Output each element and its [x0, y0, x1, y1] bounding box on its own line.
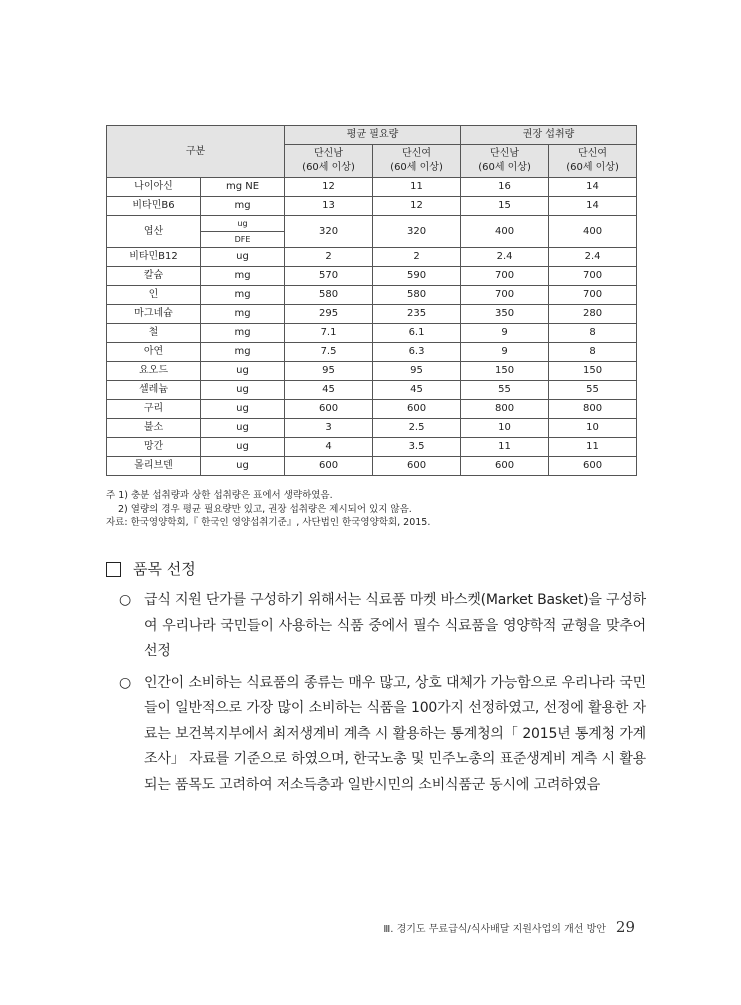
nutrient-name: 나이아신: [107, 178, 201, 197]
table-row: [107, 400, 637, 419]
circle-bullet-icon: ○: [119, 674, 132, 691]
table-row: [107, 362, 637, 381]
nutrient-table: [106, 125, 637, 476]
value-cell: 3: [285, 419, 373, 438]
value-cell: 7.1: [285, 324, 373, 343]
subheader-cell: 단신여 (60세 이상): [373, 145, 461, 178]
square-bullet-icon: [106, 562, 121, 577]
value-cell: 280: [549, 305, 637, 324]
nutrient-unit: ug: [201, 216, 285, 232]
value-cell: 95: [373, 362, 461, 381]
nutrient-name: 마그네슘: [107, 305, 201, 324]
value-cell: 600: [373, 400, 461, 419]
table-row: [107, 381, 637, 400]
value-cell: 55: [461, 381, 549, 400]
table-row: [107, 267, 637, 286]
value-cell: 150: [549, 362, 637, 381]
value-cell: 400: [461, 216, 549, 248]
value-cell: 13: [285, 197, 373, 216]
nutrient-table-container: [106, 125, 636, 476]
value-cell: 12: [373, 197, 461, 216]
value-cell: 235: [373, 305, 461, 324]
value-cell: 580: [285, 286, 373, 305]
nutrient-unit: mg NE: [201, 178, 285, 197]
value-cell: 400: [549, 216, 637, 248]
header-category: 구분: [107, 126, 285, 178]
value-cell: 600: [285, 457, 373, 476]
footer-chapter-title: Ⅲ. 경기도 무료급식/식사배달 지원사업의 개선 방안: [383, 924, 606, 935]
value-cell: 700: [461, 286, 549, 305]
nutrient-unit: ug: [201, 419, 285, 438]
nutrient-unit: ug: [201, 400, 285, 419]
value-cell: 7.5: [285, 343, 373, 362]
header-avg-requirement: 평균 필요량: [285, 126, 461, 145]
table-notes: [106, 489, 666, 530]
value-cell: 320: [373, 216, 461, 248]
source-note: 자료: 한국영양학회,『 한국인 영양섭취기준』, 사단법인 한국영양학회, 2015.: [106, 517, 431, 528]
nutrient-name: 철: [107, 324, 201, 343]
nutrient-unit: ug: [201, 362, 285, 381]
value-cell: 700: [549, 267, 637, 286]
value-cell: 700: [549, 286, 637, 305]
value-cell: 8: [549, 324, 637, 343]
table-row: [107, 286, 637, 305]
value-cell: 45: [373, 381, 461, 400]
nutrient-unit: mg: [201, 286, 285, 305]
value-cell: 320: [285, 216, 373, 248]
value-cell: 95: [285, 362, 373, 381]
note-1: 주 1) 충분 섭취량과 상한 섭취량은 표에서 생략하였음.: [106, 490, 333, 501]
nutrient-unit: mg: [201, 267, 285, 286]
value-cell: 8: [549, 343, 637, 362]
table-row: [107, 419, 637, 438]
table-row: [107, 197, 637, 216]
nutrient-unit: mg: [201, 324, 285, 343]
value-cell: 16: [461, 178, 549, 197]
list-item: [119, 671, 646, 799]
subheader-cell: 단신여 (60세 이상): [549, 145, 637, 178]
nutrient-name: 셀레늄: [107, 381, 201, 400]
value-cell: 2.5: [373, 419, 461, 438]
table-row: [107, 305, 637, 324]
value-cell: 800: [461, 400, 549, 419]
table-row: [107, 343, 637, 362]
nutrient-name: 망간: [107, 438, 201, 457]
list-item-text: 급식 지원 단가를 구성하기 위해서는 식료품 마켓 바스켓(Market Basket)을 구성하여 우리나라 국민들이 사용하는 식품 중에서 필수 식료품을 영양학적 균형을 맞추어 선정: [144, 592, 646, 659]
value-cell: 295: [285, 305, 373, 324]
nutrient-name: 몰리브덴: [107, 457, 201, 476]
value-cell: 6.3: [373, 343, 461, 362]
nutrient-name: 구리: [107, 400, 201, 419]
subheader-cell: 단신남 (60세 이상): [461, 145, 549, 178]
nutrient-name: 불소: [107, 419, 201, 438]
nutrient-unit: mg: [201, 305, 285, 324]
item-selection-section: [106, 556, 646, 798]
value-cell: 45: [285, 381, 373, 400]
table-row: [107, 216, 637, 232]
value-cell: 9: [461, 343, 549, 362]
value-cell: 14: [549, 178, 637, 197]
value-cell: 800: [549, 400, 637, 419]
value-cell: 11: [549, 438, 637, 457]
value-cell: 700: [461, 267, 549, 286]
nutrient-unit-secondary: DFE: [201, 232, 285, 248]
nutrient-name: 엽산: [107, 216, 201, 248]
table-row: [107, 457, 637, 476]
nutrient-name: 비타민B6: [107, 197, 201, 216]
value-cell: 600: [461, 457, 549, 476]
table-header-row: [107, 126, 637, 145]
note-2: 2) 열량의 경우 평균 필요량만 있고, 권장 섭취량은 제시되어 있지 않음.: [118, 503, 412, 515]
value-cell: 6.1: [373, 324, 461, 343]
nutrient-unit: ug: [201, 457, 285, 476]
value-cell: 4: [285, 438, 373, 457]
value-cell: 12: [285, 178, 373, 197]
value-cell: 350: [461, 305, 549, 324]
value-cell: 590: [373, 267, 461, 286]
list-item-text: 인간이 소비하는 식료품의 종류는 매우 많고, 상호 대체가 가능함으로 우리나라 국민들이 일반적으로 가장 많이 소비하는 식품을 100가지 선정하였고, 선정에 활용한 자료는 보건복지부에서 최저생계비 계측 시 활용하는 통계청의「 2015년 통계청 가계조사」 자료를 기준으로 하였으며, 한국노총 및 민주노총의 표준생계비 계측 시 활용되는 품목도 고려하여 저소득층과 일반시민의 소비식품군 동시에 고려하였음: [144, 674, 646, 793]
value-cell: 570: [285, 267, 373, 286]
value-cell: 15: [461, 197, 549, 216]
nutrient-unit: mg: [201, 197, 285, 216]
value-cell: 2.4: [461, 248, 549, 267]
value-cell: 600: [549, 457, 637, 476]
nutrient-unit: ug: [201, 381, 285, 400]
value-cell: 600: [285, 400, 373, 419]
list-item: [119, 588, 646, 665]
value-cell: 55: [549, 381, 637, 400]
nutrient-unit: ug: [201, 248, 285, 267]
section-heading: [106, 556, 646, 582]
table-row: [107, 248, 637, 267]
value-cell: 3.5: [373, 438, 461, 457]
subheader-cell: 단신남 (60세 이상): [285, 145, 373, 178]
nutrient-unit: ug: [201, 438, 285, 457]
table-row: [107, 438, 637, 457]
table-row: [107, 324, 637, 343]
nutrient-name: 비타민B12: [107, 248, 201, 267]
value-cell: 14: [549, 197, 637, 216]
value-cell: 11: [373, 178, 461, 197]
value-cell: 10: [461, 419, 549, 438]
nutrient-name: 요오드: [107, 362, 201, 381]
value-cell: 2: [373, 248, 461, 267]
value-cell: 150: [461, 362, 549, 381]
header-recommended-intake: 권장 섭취량: [461, 126, 637, 145]
section-title: 품목 선정: [133, 560, 196, 578]
nutrient-name: 아연: [107, 343, 201, 362]
value-cell: 600: [373, 457, 461, 476]
nutrient-unit: mg: [201, 343, 285, 362]
value-cell: 9: [461, 324, 549, 343]
value-cell: 10: [549, 419, 637, 438]
page-footer: [383, 918, 635, 936]
value-cell: 580: [373, 286, 461, 305]
value-cell: 2: [285, 248, 373, 267]
nutrient-name: 칼슘: [107, 267, 201, 286]
nutrient-name: 인: [107, 286, 201, 305]
value-cell: 2.4: [549, 248, 637, 267]
table-row: [107, 178, 637, 197]
page-number: 29: [615, 918, 635, 936]
circle-bullet-icon: ○: [119, 592, 132, 608]
value-cell: 11: [461, 438, 549, 457]
